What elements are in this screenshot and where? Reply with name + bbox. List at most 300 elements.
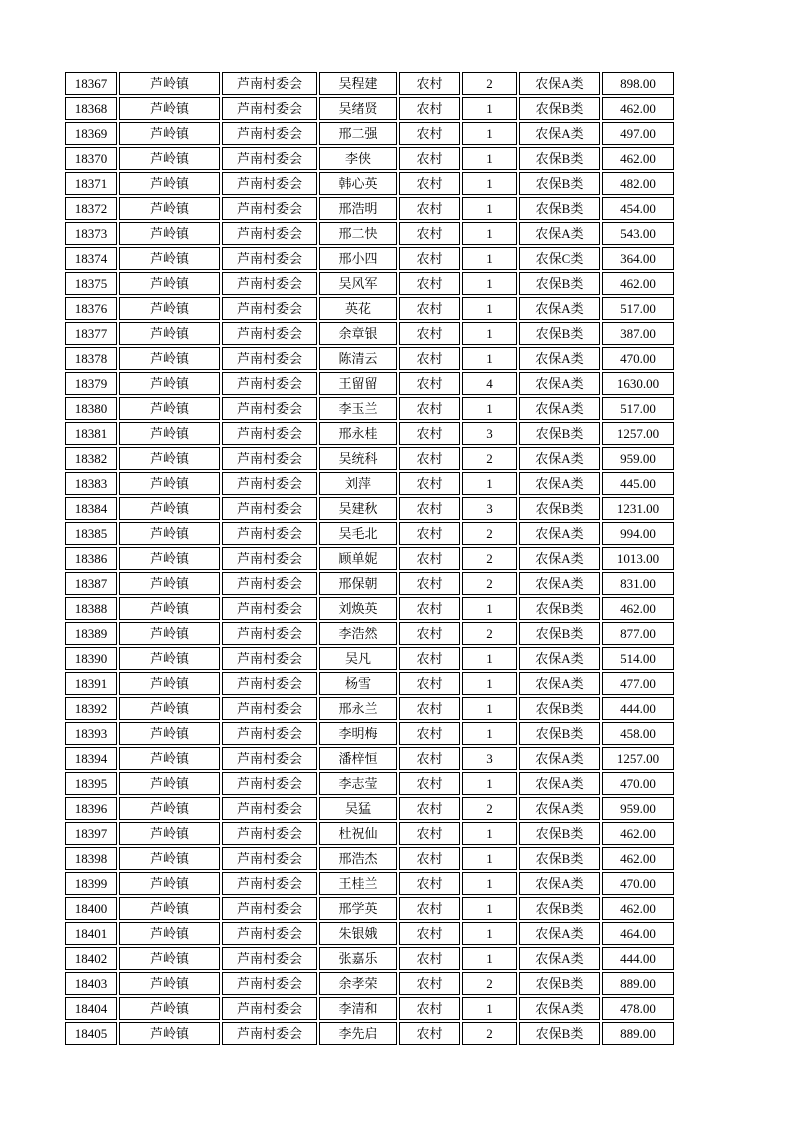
cell-seq-number: 18404 [65, 997, 117, 1020]
cell-town: 芦岭镇 [119, 372, 220, 395]
cell-seq-number: 18376 [65, 297, 117, 320]
table-row [65, 547, 674, 570]
table-row [65, 622, 674, 645]
cell-seq-number: 18402 [65, 947, 117, 970]
cell-insurance-category: 农保B类 [519, 422, 600, 445]
cell-person-name: 陈清云 [319, 347, 397, 370]
cell-person-name: 朱银娥 [319, 922, 397, 945]
cell-person-count: 1 [462, 197, 517, 220]
table-row [65, 922, 674, 945]
cell-seq-number: 18388 [65, 597, 117, 620]
cell-person-name: 顾单妮 [319, 547, 397, 570]
cell-town: 芦岭镇 [119, 897, 220, 920]
cell-person-count: 1 [462, 222, 517, 245]
cell-residence-type: 农村 [399, 322, 460, 345]
cell-amount: 478.00 [602, 997, 674, 1020]
cell-seq-number: 18397 [65, 822, 117, 845]
cell-town: 芦岭镇 [119, 947, 220, 970]
cell-insurance-category: 农保B类 [519, 197, 600, 220]
cell-person-count: 1 [462, 847, 517, 870]
cell-insurance-category: 农保B类 [519, 497, 600, 520]
cell-person-count: 4 [462, 372, 517, 395]
cell-village-committee: 芦南村委会 [222, 622, 317, 645]
cell-amount: 1231.00 [602, 497, 674, 520]
cell-seq-number: 18399 [65, 872, 117, 895]
cell-seq-number: 18396 [65, 797, 117, 820]
cell-seq-number: 18367 [65, 72, 117, 95]
table-row [65, 822, 674, 845]
cell-person-name: 邢二快 [319, 222, 397, 245]
cell-town: 芦岭镇 [119, 572, 220, 595]
cell-seq-number: 18398 [65, 847, 117, 870]
cell-town: 芦岭镇 [119, 422, 220, 445]
cell-village-committee: 芦南村委会 [222, 247, 317, 270]
cell-person-count: 2 [462, 547, 517, 570]
table-row [65, 247, 674, 270]
cell-village-committee: 芦南村委会 [222, 497, 317, 520]
cell-town: 芦岭镇 [119, 922, 220, 945]
cell-person-count: 1 [462, 397, 517, 420]
cell-seq-number: 18379 [65, 372, 117, 395]
cell-person-count: 2 [462, 572, 517, 595]
cell-insurance-category: 农保A类 [519, 347, 600, 370]
cell-person-count: 1 [462, 672, 517, 695]
cell-person-count: 1 [462, 872, 517, 895]
table-row [65, 422, 674, 445]
cell-amount: 477.00 [602, 672, 674, 695]
table-row [65, 447, 674, 470]
cell-amount: 959.00 [602, 447, 674, 470]
cell-amount: 470.00 [602, 872, 674, 895]
cell-amount: 889.00 [602, 972, 674, 995]
cell-person-count: 2 [462, 972, 517, 995]
cell-village-committee: 芦南村委会 [222, 572, 317, 595]
cell-person-name: 余孝荣 [319, 972, 397, 995]
table-row [65, 272, 674, 295]
cell-seq-number: 18386 [65, 547, 117, 570]
cell-insurance-category: 农保A类 [519, 672, 600, 695]
cell-town: 芦岭镇 [119, 997, 220, 1020]
cell-insurance-category: 农保A类 [519, 772, 600, 795]
cell-person-name: 邢永兰 [319, 697, 397, 720]
cell-village-committee: 芦南村委会 [222, 272, 317, 295]
cell-residence-type: 农村 [399, 447, 460, 470]
cell-village-committee: 芦南村委会 [222, 997, 317, 1020]
cell-person-count: 1 [462, 472, 517, 495]
cell-town: 芦岭镇 [119, 147, 220, 170]
cell-amount: 462.00 [602, 147, 674, 170]
cell-village-committee: 芦南村委会 [222, 522, 317, 545]
cell-village-committee: 芦南村委会 [222, 297, 317, 320]
cell-town: 芦岭镇 [119, 472, 220, 495]
table-row [65, 772, 674, 795]
cell-person-count: 1 [462, 597, 517, 620]
table-row [65, 172, 674, 195]
cell-village-committee: 芦南村委会 [222, 747, 317, 770]
cell-person-count: 1 [462, 947, 517, 970]
cell-village-committee: 芦南村委会 [222, 322, 317, 345]
table-body [65, 72, 674, 1045]
cell-amount: 517.00 [602, 297, 674, 320]
cell-insurance-category: 农保B类 [519, 972, 600, 995]
cell-amount: 462.00 [602, 97, 674, 120]
table-row [65, 522, 674, 545]
cell-person-name: 李侠 [319, 147, 397, 170]
cell-amount: 470.00 [602, 347, 674, 370]
cell-seq-number: 18380 [65, 397, 117, 420]
table-row [65, 872, 674, 895]
cell-residence-type: 农村 [399, 347, 460, 370]
cell-insurance-category: 农保B类 [519, 597, 600, 620]
cell-village-committee: 芦南村委会 [222, 122, 317, 145]
cell-person-name: 邢保朝 [319, 572, 397, 595]
cell-town: 芦岭镇 [119, 747, 220, 770]
cell-village-committee: 芦南村委会 [222, 97, 317, 120]
table-row [65, 722, 674, 745]
cell-person-count: 1 [462, 997, 517, 1020]
cell-person-count: 3 [462, 422, 517, 445]
cell-person-name: 吴猛 [319, 797, 397, 820]
cell-insurance-category: 农保B类 [519, 272, 600, 295]
cell-village-committee: 芦南村委会 [222, 647, 317, 670]
cell-person-name: 吴绪贤 [319, 97, 397, 120]
cell-village-committee: 芦南村委会 [222, 147, 317, 170]
cell-person-name: 邢永桂 [319, 422, 397, 445]
table-row [65, 122, 674, 145]
cell-seq-number: 18392 [65, 697, 117, 720]
cell-seq-number: 18369 [65, 122, 117, 145]
table-row [65, 147, 674, 170]
table-row [65, 222, 674, 245]
cell-person-name: 李浩然 [319, 622, 397, 645]
cell-residence-type: 农村 [399, 372, 460, 395]
table-row [65, 372, 674, 395]
cell-person-count: 1 [462, 247, 517, 270]
cell-seq-number: 18385 [65, 522, 117, 545]
cell-person-count: 2 [462, 622, 517, 645]
cell-village-committee: 芦南村委会 [222, 472, 317, 495]
cell-person-count: 1 [462, 897, 517, 920]
table-row [65, 747, 674, 770]
cell-residence-type: 农村 [399, 272, 460, 295]
cell-insurance-category: 农保A类 [519, 797, 600, 820]
cell-seq-number: 18370 [65, 147, 117, 170]
cell-town: 芦岭镇 [119, 772, 220, 795]
cell-person-name: 吴建秋 [319, 497, 397, 520]
cell-village-committee: 芦南村委会 [222, 372, 317, 395]
cell-town: 芦岭镇 [119, 822, 220, 845]
table-row [65, 72, 674, 95]
cell-seq-number: 18390 [65, 647, 117, 670]
table-row [65, 1022, 674, 1045]
cell-town: 芦岭镇 [119, 697, 220, 720]
cell-insurance-category: 农保A类 [519, 747, 600, 770]
cell-person-count: 1 [462, 297, 517, 320]
cell-residence-type: 农村 [399, 197, 460, 220]
cell-person-count: 2 [462, 797, 517, 820]
cell-insurance-category: 农保B类 [519, 897, 600, 920]
cell-seq-number: 18405 [65, 1022, 117, 1045]
cell-residence-type: 农村 [399, 697, 460, 720]
cell-amount: 1257.00 [602, 747, 674, 770]
cell-person-name: 吴凡 [319, 647, 397, 670]
cell-person-name: 刘焕英 [319, 597, 397, 620]
cell-residence-type: 农村 [399, 822, 460, 845]
cell-person-name: 张嘉乐 [319, 947, 397, 970]
cell-seq-number: 18394 [65, 747, 117, 770]
cell-town: 芦岭镇 [119, 97, 220, 120]
cell-person-name: 邢二强 [319, 122, 397, 145]
cell-town: 芦岭镇 [119, 247, 220, 270]
cell-town: 芦岭镇 [119, 497, 220, 520]
cell-residence-type: 农村 [399, 797, 460, 820]
cell-residence-type: 农村 [399, 922, 460, 945]
cell-insurance-category: 农保A类 [519, 547, 600, 570]
cell-insurance-category: 农保A类 [519, 997, 600, 1020]
cell-village-committee: 芦南村委会 [222, 822, 317, 845]
cell-amount: 462.00 [602, 897, 674, 920]
cell-insurance-category: 农保A类 [519, 522, 600, 545]
table-row [65, 472, 674, 495]
cell-amount: 889.00 [602, 1022, 674, 1045]
cell-insurance-category: 农保B类 [519, 622, 600, 645]
cell-town: 芦岭镇 [119, 322, 220, 345]
cell-insurance-category: 农保A类 [519, 447, 600, 470]
cell-person-name: 王留留 [319, 372, 397, 395]
cell-residence-type: 农村 [399, 547, 460, 570]
cell-seq-number: 18372 [65, 197, 117, 220]
cell-residence-type: 农村 [399, 872, 460, 895]
cell-person-count: 1 [462, 272, 517, 295]
table-row [65, 322, 674, 345]
cell-person-name: 李明梅 [319, 722, 397, 745]
cell-insurance-category: 农保A类 [519, 297, 600, 320]
cell-village-committee: 芦南村委会 [222, 172, 317, 195]
cell-amount: 444.00 [602, 697, 674, 720]
cell-town: 芦岭镇 [119, 647, 220, 670]
cell-town: 芦岭镇 [119, 447, 220, 470]
cell-seq-number: 18395 [65, 772, 117, 795]
cell-seq-number: 18377 [65, 322, 117, 345]
table-row [65, 347, 674, 370]
cell-village-committee: 芦南村委会 [222, 222, 317, 245]
cell-residence-type: 农村 [399, 397, 460, 420]
cell-person-name: 吴风军 [319, 272, 397, 295]
cell-residence-type: 农村 [399, 172, 460, 195]
cell-village-committee: 芦南村委会 [222, 1022, 317, 1045]
cell-residence-type: 农村 [399, 1022, 460, 1045]
cell-person-name: 李志莹 [319, 772, 397, 795]
table-row [65, 972, 674, 995]
cell-amount: 364.00 [602, 247, 674, 270]
cell-person-count: 1 [462, 772, 517, 795]
cell-village-committee: 芦南村委会 [222, 447, 317, 470]
cell-seq-number: 18403 [65, 972, 117, 995]
cell-village-committee: 芦南村委会 [222, 722, 317, 745]
cell-town: 芦岭镇 [119, 72, 220, 95]
benefit-roster-table [63, 70, 676, 1047]
cell-insurance-category: 农保A类 [519, 572, 600, 595]
cell-village-committee: 芦南村委会 [222, 772, 317, 795]
cell-insurance-category: 农保B类 [519, 722, 600, 745]
cell-town: 芦岭镇 [119, 622, 220, 645]
cell-amount: 482.00 [602, 172, 674, 195]
cell-amount: 470.00 [602, 772, 674, 795]
table-row [65, 847, 674, 870]
cell-person-count: 1 [462, 722, 517, 745]
cell-residence-type: 农村 [399, 897, 460, 920]
table-row [65, 497, 674, 520]
cell-village-committee: 芦南村委会 [222, 797, 317, 820]
cell-town: 芦岭镇 [119, 722, 220, 745]
cell-insurance-category: 农保A类 [519, 472, 600, 495]
cell-person-name: 杜祝仙 [319, 822, 397, 845]
cell-village-committee: 芦南村委会 [222, 972, 317, 995]
cell-residence-type: 农村 [399, 247, 460, 270]
cell-person-name: 英花 [319, 297, 397, 320]
cell-person-count: 3 [462, 747, 517, 770]
cell-insurance-category: 农保B类 [519, 847, 600, 870]
table-row [65, 797, 674, 820]
cell-insurance-category: 农保A类 [519, 922, 600, 945]
cell-person-name: 吴统科 [319, 447, 397, 470]
cell-person-count: 2 [462, 1022, 517, 1045]
table-row [65, 572, 674, 595]
cell-seq-number: 18371 [65, 172, 117, 195]
cell-town: 芦岭镇 [119, 872, 220, 895]
cell-seq-number: 18389 [65, 622, 117, 645]
cell-person-name: 邢浩杰 [319, 847, 397, 870]
cell-amount: 458.00 [602, 722, 674, 745]
cell-seq-number: 18391 [65, 672, 117, 695]
cell-person-count: 1 [462, 647, 517, 670]
cell-person-name: 邢浩明 [319, 197, 397, 220]
cell-insurance-category: 农保A类 [519, 647, 600, 670]
cell-person-name: 吴程建 [319, 72, 397, 95]
cell-village-committee: 芦南村委会 [222, 422, 317, 445]
cell-town: 芦岭镇 [119, 672, 220, 695]
cell-village-committee: 芦南村委会 [222, 947, 317, 970]
cell-person-name: 李先启 [319, 1022, 397, 1045]
table-row [65, 697, 674, 720]
cell-town: 芦岭镇 [119, 397, 220, 420]
cell-amount: 464.00 [602, 922, 674, 945]
cell-insurance-category: 农保B类 [519, 1022, 600, 1045]
cell-seq-number: 18382 [65, 447, 117, 470]
cell-town: 芦岭镇 [119, 222, 220, 245]
cell-person-count: 1 [462, 147, 517, 170]
cell-seq-number: 18368 [65, 97, 117, 120]
cell-amount: 994.00 [602, 522, 674, 545]
cell-amount: 462.00 [602, 597, 674, 620]
cell-amount: 454.00 [602, 197, 674, 220]
cell-insurance-category: 农保B类 [519, 147, 600, 170]
cell-town: 芦岭镇 [119, 272, 220, 295]
cell-residence-type: 农村 [399, 222, 460, 245]
cell-person-name: 李清和 [319, 997, 397, 1020]
cell-village-committee: 芦南村委会 [222, 72, 317, 95]
cell-amount: 1013.00 [602, 547, 674, 570]
cell-person-name: 邢学英 [319, 897, 397, 920]
cell-village-committee: 芦南村委会 [222, 872, 317, 895]
table-row [65, 297, 674, 320]
cell-insurance-category: 农保B类 [519, 172, 600, 195]
cell-residence-type: 农村 [399, 997, 460, 1020]
cell-town: 芦岭镇 [119, 597, 220, 620]
cell-person-count: 2 [462, 522, 517, 545]
cell-town: 芦岭镇 [119, 122, 220, 145]
cell-insurance-category: 农保A类 [519, 72, 600, 95]
cell-residence-type: 农村 [399, 522, 460, 545]
cell-village-committee: 芦南村委会 [222, 547, 317, 570]
cell-residence-type: 农村 [399, 747, 460, 770]
cell-village-committee: 芦南村委会 [222, 922, 317, 945]
cell-amount: 831.00 [602, 572, 674, 595]
cell-person-count: 2 [462, 447, 517, 470]
cell-residence-type: 农村 [399, 597, 460, 620]
cell-residence-type: 农村 [399, 972, 460, 995]
cell-insurance-category: 农保B类 [519, 697, 600, 720]
cell-amount: 517.00 [602, 397, 674, 420]
cell-town: 芦岭镇 [119, 972, 220, 995]
cell-amount: 1257.00 [602, 422, 674, 445]
cell-insurance-category: 农保A类 [519, 947, 600, 970]
table-row [65, 647, 674, 670]
cell-amount: 1630.00 [602, 372, 674, 395]
cell-person-name: 邢小四 [319, 247, 397, 270]
cell-village-committee: 芦南村委会 [222, 197, 317, 220]
cell-insurance-category: 农保A类 [519, 122, 600, 145]
cell-village-committee: 芦南村委会 [222, 397, 317, 420]
cell-village-committee: 芦南村委会 [222, 847, 317, 870]
cell-person-count: 1 [462, 172, 517, 195]
cell-residence-type: 农村 [399, 297, 460, 320]
table-row [65, 597, 674, 620]
cell-town: 芦岭镇 [119, 797, 220, 820]
cell-town: 芦岭镇 [119, 847, 220, 870]
cell-person-count: 1 [462, 697, 517, 720]
cell-town: 芦岭镇 [119, 297, 220, 320]
table-row [65, 197, 674, 220]
cell-residence-type: 农村 [399, 647, 460, 670]
table-row [65, 672, 674, 695]
cell-town: 芦岭镇 [119, 197, 220, 220]
cell-person-name: 韩心英 [319, 172, 397, 195]
cell-seq-number: 18381 [65, 422, 117, 445]
cell-residence-type: 农村 [399, 472, 460, 495]
cell-person-count: 1 [462, 122, 517, 145]
cell-amount: 959.00 [602, 797, 674, 820]
cell-person-count: 1 [462, 322, 517, 345]
cell-amount: 877.00 [602, 622, 674, 645]
cell-person-name: 吴毛北 [319, 522, 397, 545]
table-row [65, 997, 674, 1020]
cell-residence-type: 农村 [399, 847, 460, 870]
cell-seq-number: 18400 [65, 897, 117, 920]
cell-village-committee: 芦南村委会 [222, 597, 317, 620]
cell-person-name: 潘梓恒 [319, 747, 397, 770]
cell-amount: 514.00 [602, 647, 674, 670]
cell-insurance-category: 农保A类 [519, 222, 600, 245]
cell-residence-type: 农村 [399, 572, 460, 595]
cell-residence-type: 农村 [399, 947, 460, 970]
cell-amount: 387.00 [602, 322, 674, 345]
cell-residence-type: 农村 [399, 622, 460, 645]
cell-residence-type: 农村 [399, 422, 460, 445]
cell-insurance-category: 农保B类 [519, 322, 600, 345]
cell-village-committee: 芦南村委会 [222, 897, 317, 920]
cell-person-name: 李玉兰 [319, 397, 397, 420]
